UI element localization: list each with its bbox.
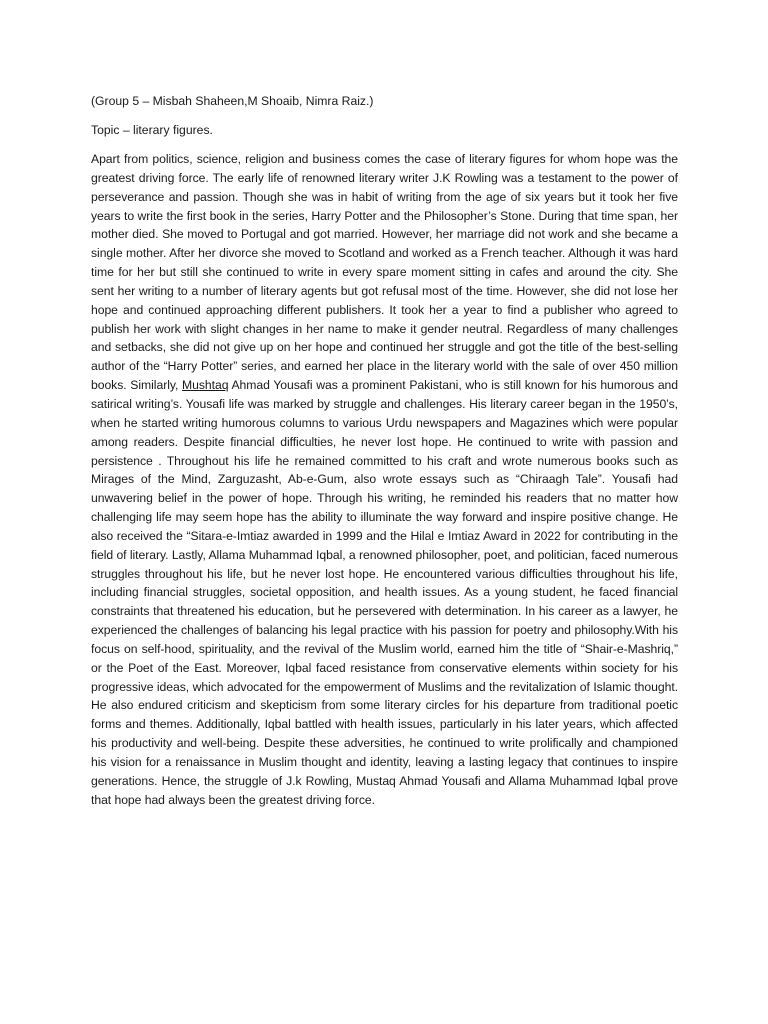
topic-line: Topic – literary figures. <box>91 123 213 137</box>
underlined-word: Mushtaq <box>182 378 229 393</box>
essay-text-part-2: Ahmad Yousafi was a prominent Pakistani, who is still known for his humorous and satirical writing’s. Yousafi life was marked by struggle and challenges. His literary career began in the 1950’s, when he started writing humorous columns to various Urdu newspapers and Magazines which were popular among readers. Despite financial difficulties, he never lost hope. He continued to write with passion and persistence . Throughout his life he remained committed to his craft and wrote numerous books such as Mirages of the Mind, Zarguzasht, Ab-e-Gum, also wrote essays such as “Chiraagh Tale”. Yousafi had unwavering belief in the power of hope. Through his writing, he reminded his readers that no matter how challenging life may seem hope has the ability to illuminate the way forward and inspire positive change. He also received the “Sitara-e-Imtiaz awarded in 1999 and the Hilal e Imtiaz Award in 2022 for contributing in the field of literary. Lastly, Allama Muhammad Iqbal, a renowned philosopher, poet, and politician, faced numerous struggles throughout his life, but he never lost hope. He encountered various difficulties throughout his life, including financial struggles, societal opposition, and health issues. As a young student, he faced financial constraints that threatened his education, but he persevered with determination. In his career as a lawyer, he experienced the challenges of balancing his legal practice with his passion for poetry and philosophy.With his focus on self-hood, spirituality, and the revival of the Muslim world, earned him the title of “Shair-e-Mashriq,” or the Poet of the East. Moreover, Iqbal faced resistance from conservative elements within society for his progressive ideas, which advocated for the empowerment of Muslims and the revitalization of Islamic thought. He also endured criticism and skepticism from some literary circles for his departure from traditional poetic forms and themes. Additionally, Iqbal battled with health issues, particularly in his later years, which affected his productivity and well-being. Despite these adversities, he continued to write prolifically and championed his vision for a renaissance in Muslim thought and identity, leaving a lasting legacy that continues to inspire generations. Hence, the struggle of J.k Rowling, Mustaq Ahmad Yousafi and Allama Muhammad Iqbal prove that hope had always been the greatest driving force. <box>91 378 678 807</box>
document-page <box>91 92 678 810</box>
essay-paragraph <box>91 150 678 810</box>
group-line: (Group 5 – Misbah Shaheen,M Shoaib, Nimra Raiz.) <box>91 94 374 108</box>
essay-text-part-1: Apart from politics, science, religion and business comes the case of literary figures for whom hope was the greatest driving force. The early life of renowned literary writer J.K Rowling was a testament to the power of perseverance and passion. Though she was in habit of writing from the age of six years but it took her five years to write the first book in the series, Harry Potter and the Philosopher’s Stone. During that time span, her mother died. She moved to Portugal and got married. However, her marriage did not work and she became a single mother. After her divorce she moved to Scotland and worked as a French teacher. Although it was hard time for her but still she continued to write in every spare moment sitting in cafes and around the city. She sent her writing to a number of literary agents but got refusal most of the time. However, she did not lose her hope and continued approaching different publishers. It took her a year to find a publisher who agreed to publish her work with slight changes in her name to make it gender neutral. Regardless of many challenges and setbacks, she did not give up on her hope and continued her struggle and got the title of the best-selling author of the “Harry Potter” series, and earned her place in the literary world with the sale of over 450 million books. Similarly, <box>91 152 678 393</box>
